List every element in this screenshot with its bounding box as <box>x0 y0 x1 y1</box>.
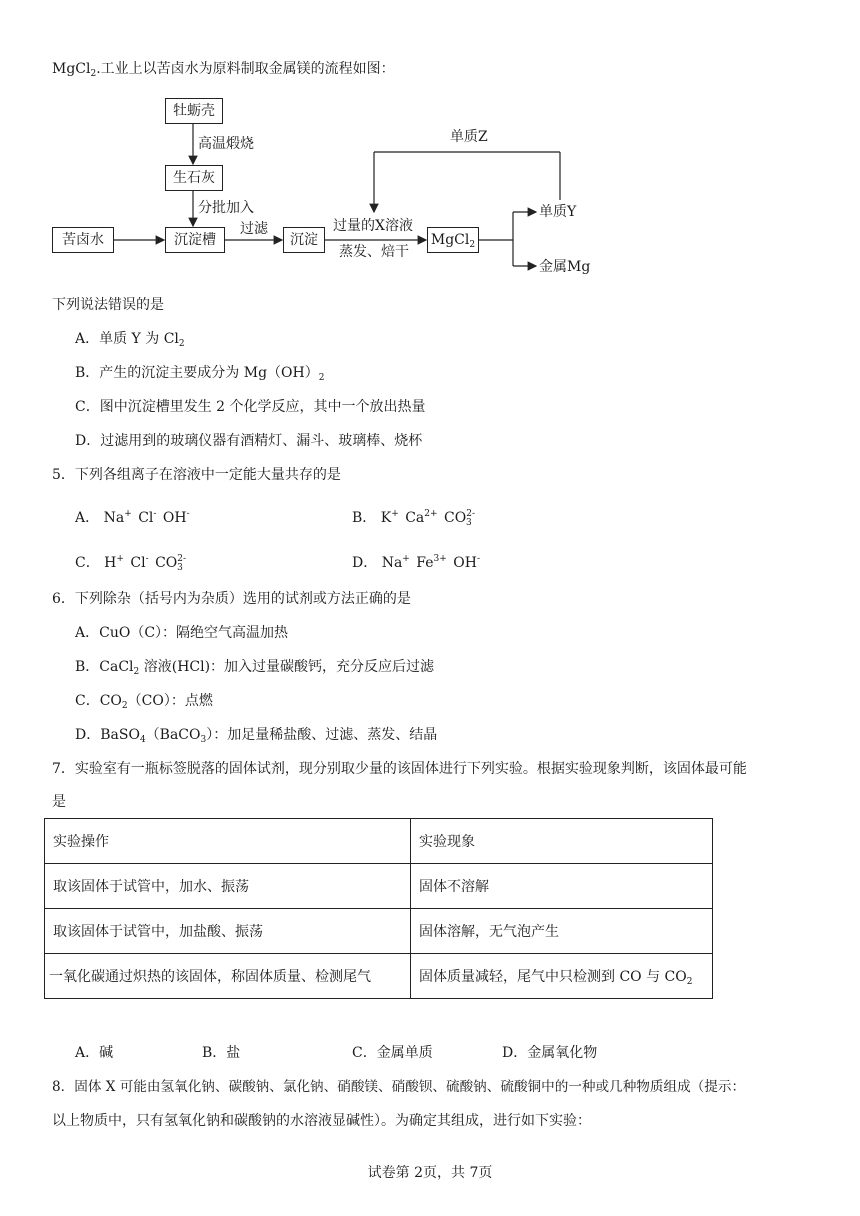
q7-option-c: C．金属单质 <box>352 1045 433 1061</box>
q8-line2: 以上物质中，只有氢氧化钠和碳酸钠的水溶液显碱性）。为确定其组成，进行如下实验： <box>52 1113 591 1129</box>
label-element-y: 单质Y <box>539 204 577 220</box>
box-oyster-shell: 牡蛎壳 <box>165 98 223 124</box>
q7-option-a: A．碱 <box>75 1045 114 1061</box>
q5-option-d <box>352 550 482 572</box>
table-row <box>45 864 713 909</box>
q4-stem: 下列说法错误的是 <box>52 297 164 313</box>
q5-option-a <box>75 505 192 527</box>
q4-option-a <box>75 330 185 353</box>
table-cell: 固体溶解，无气泡产生 <box>411 909 713 954</box>
box-precipitate: 沉淀 <box>283 227 325 253</box>
box-settling-tank: 沉淀槽 <box>165 227 225 253</box>
table-row <box>45 909 713 954</box>
q5-a-ion: Na+ <box>103 509 132 526</box>
table-header-row <box>45 819 713 864</box>
q8-line1: 8．固体 X 可能由氢氧化钠、碳酸钠、氯化钠、硝酸镁、硝酸钡、硫酸钠、硫酸铜中的一种或几种物质组成（提示： <box>52 1079 746 1095</box>
q5-c-carbonate: $CO^{2-}_3$ <box>155 554 187 573</box>
q5-c-label: C． <box>75 555 100 571</box>
intro-formula-sub: 2 <box>90 69 97 79</box>
label-element-z: 单质Z <box>450 129 488 145</box>
table-cell: 取该固体于试管中，加水、振荡 <box>45 864 411 909</box>
q7-stem-line2: 是 <box>52 794 66 810</box>
label-excess-x-solution: 过量的X溶液 <box>333 218 413 234</box>
q5-c-ion: Cl- <box>130 554 149 571</box>
intro-formula: MgCl <box>52 61 91 77</box>
q6-option-c: C．$CO_2(CO)$：点燃 <box>75 693 213 711</box>
table-row <box>45 954 713 999</box>
label-metal-mg: 金属Mg <box>539 259 591 275</box>
q5-c-ion: H+ <box>104 554 124 571</box>
table-cell: 取该固体于试管中，加盐酸、振荡 <box>45 909 411 954</box>
q5-option-c <box>75 550 185 577</box>
q4-option-c: C．图中沉淀槽里发生 2 个化学反应，其中一个放出热量 <box>75 399 426 415</box>
table-header-cell: 实验现象 <box>411 819 713 864</box>
q7-stem-line1: 7．实验室有一瓶标签脱落的固体试剂，现分别取少量的该固体进行下列实验。根据实验现象判断，该固体最可能 <box>52 761 747 777</box>
intro-text: .工业上以苦卤水为原料制取金属镁的流程如图： <box>96 61 395 77</box>
table-header-cell: 实验操作 <box>45 819 411 864</box>
q7-option-b: B．盐 <box>202 1045 241 1061</box>
q6-option-b: B．CaCl$_2$ 溶液(HCl)：加入过量碳酸钙，充分反应后过滤 <box>75 659 435 677</box>
box-mgcl2-sub: 2 <box>469 240 476 250</box>
q5-d-label: D． <box>352 555 378 571</box>
q5-a-label: A． <box>75 510 100 526</box>
q5-a-ion: OH- <box>162 509 190 526</box>
label-filter: 过滤 <box>240 221 268 237</box>
q6-option-d: D．BaSO$_4$（BaCO$_3$）：加足量稀盐酸、过滤、蒸发、结晶 <box>75 727 438 745</box>
q4-b-sub: 2 <box>318 373 325 383</box>
q4-a-text: A．单质 Y 为 Cl <box>75 331 179 347</box>
q4-option-d: D．过滤用到的玻璃仪器有酒精灯、漏斗、玻璃棒、烧杯 <box>75 433 423 449</box>
label-evaporate-dry: 蒸发、焙干 <box>339 244 409 260</box>
box-mgcl2 <box>427 227 479 253</box>
box-quicklime: 生石灰 <box>165 165 223 191</box>
flowchart-arrows <box>0 0 860 300</box>
q5-b-ion: K+ <box>380 509 399 526</box>
q5-option-b <box>352 505 474 532</box>
q5-d-ion: Na+ <box>381 554 410 571</box>
q5-b-carbonate: $CO^{2-}_3$ <box>444 509 475 528</box>
box-bittern: 苦卤水 <box>52 227 114 253</box>
page-footer: 试卷第 2页，共 7页 <box>367 1165 493 1181</box>
label-high-temp-calcine: 高温煅烧 <box>198 136 254 152</box>
q7-experiment-table <box>44 818 713 999</box>
table-cell: 一氧化碳通过炽热的该固体，称固体质量、检测尾气 <box>45 954 411 999</box>
q5-b-ion: $Ca^{2+}$ <box>405 509 438 526</box>
table-cell: 固体质量减轻，尾气中只检测到 CO 与 $CO_2$ <box>411 954 713 999</box>
q5-a-ion: Cl- <box>138 509 157 526</box>
q6-option-a: A．CuO（C）：隔绝空气高温加热 <box>75 625 289 641</box>
box-mgcl2-formula: MgCl <box>430 232 470 248</box>
q4-option-b <box>75 364 324 387</box>
q5-stem: 5．下列各组离子在溶液中一定能大量共存的是 <box>52 467 341 483</box>
q5-b-label: B． <box>352 510 377 526</box>
q5-d-ion: OH- <box>453 554 480 571</box>
q4-a-sub: 2 <box>178 339 185 349</box>
table-cell: 固体不溶解 <box>411 864 713 909</box>
q4-b-text: B．产生的沉淀主要成分为 Mg（OH） <box>75 365 319 381</box>
label-add-in-batches: 分批加入 <box>198 200 254 216</box>
q5-d-ion: $Fe^{3+}$ <box>416 554 447 571</box>
q6-stem: 6．下列除杂（括号内为杂质）选用的试剂或方法正确的是 <box>52 591 411 607</box>
q7-option-d: D．金属氧化物 <box>502 1045 598 1061</box>
